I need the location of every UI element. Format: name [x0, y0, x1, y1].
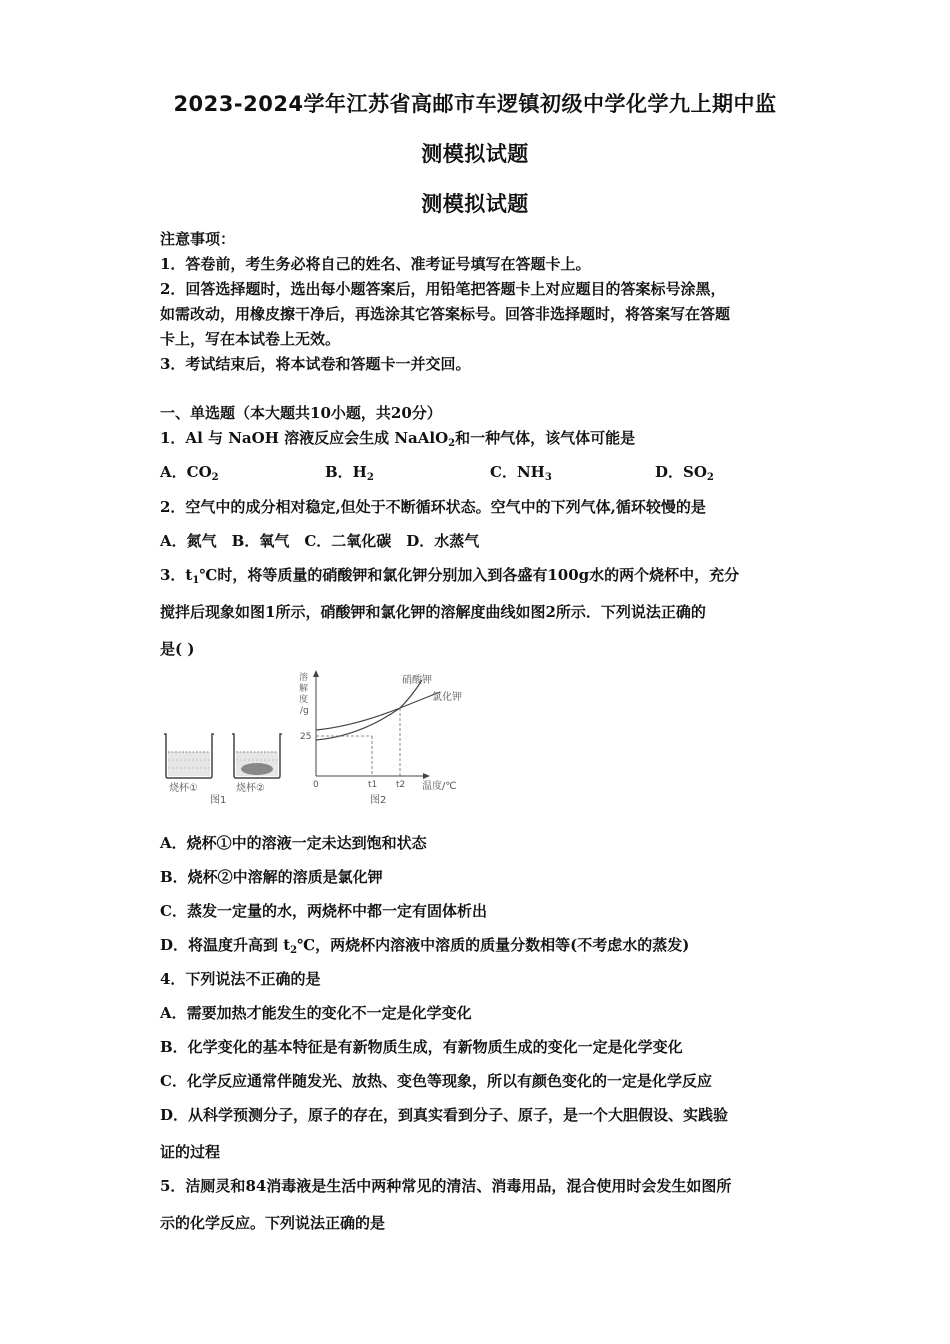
page-title-line2: 测模拟试题	[421, 142, 529, 166]
q3-option-c: C．蒸发一定量的水，两烧杯中都一定有固体析出	[160, 902, 487, 920]
notice-item-3: 3．考试结束后，将本试卷和答题卡一并交回。	[160, 355, 471, 373]
origin-label: 0	[313, 780, 319, 790]
q1-option-a: A．$CO_2$	[160, 463, 219, 483]
q1-stem-b: 和一种气体，该气体可能是	[455, 429, 636, 447]
page-title: 2023-2024学年江苏省高邮市车逻镇初级中学化学九上期中监	[173, 92, 777, 116]
notice-heading: 注意事项：	[160, 230, 236, 248]
q4-option-c: C．化学反应通常伴随发光、放热、变色等现象，所以有颜色变化的一定是化学反应	[160, 1072, 712, 1090]
q1-option-c: C．$NH_3$	[490, 463, 552, 483]
notice-item-1: 1．答卷前，考生务必将自己的姓名、准考证号填写在答题卡上。	[160, 255, 591, 273]
legend-kno3: 硝酸钾	[402, 675, 432, 686]
q4-option-d-a: D．从科学预测分子，原子的存在，到真实看到分子、原子，是一个大胆假设、实践验	[160, 1106, 729, 1124]
beaker-2-label: 烧杯②	[236, 783, 265, 794]
q2-stem: 2．空气中的成分相对稳定,但处于不断循环状态。空气中的下列气体,循环较慢的是	[160, 498, 706, 516]
fig2-caption: 图2	[370, 795, 387, 806]
legend-kcl: 氯化钾	[432, 692, 462, 703]
q3-option-b: B．烧杯②中溶解的溶质是氯化钾	[160, 868, 383, 886]
section-heading: 一、单选题（本大题共10小题，共20分）	[160, 404, 442, 422]
beaker-2	[232, 734, 282, 778]
page-subtitle: 测模拟试题	[421, 192, 529, 216]
y-label-4: /g	[300, 706, 309, 716]
y-tick-25: 25	[300, 732, 312, 742]
q5-stem-a: 5．洁厕灵和84消毒液是生活中两种常见的清洁、消毒用品，混合使用时会发生如图所	[160, 1177, 732, 1195]
q1-option-d: D．$SO_2$	[655, 463, 714, 483]
y-label-2: 解	[299, 684, 309, 694]
q4-option-b: B．化学变化的基本特征是有新物质生成，有新物质生成的变化一定是化学变化	[160, 1038, 683, 1056]
q5-stem-b: 示的化学反应。下列说法正确的是	[160, 1214, 386, 1232]
q3-figure	[160, 668, 480, 808]
notice-item-2c: 卡上，写在本试卷上无效。	[160, 330, 341, 348]
solubility-chart	[313, 670, 440, 779]
y-label-1: 溶	[299, 673, 309, 683]
q4-option-a: A．需要加热才能发生的变化不一定是化学变化	[160, 1004, 472, 1022]
q2-options: A．氮气 B．氧气 C．二氧化碳 D．水蒸气	[160, 532, 480, 550]
x-tick-t2: t2	[396, 780, 406, 790]
q1-stem	[160, 427, 635, 449]
y-label-3: 度	[299, 695, 309, 705]
q3-option-a: A．烧杯①中的溶液一定未达到饱和状态	[160, 834, 427, 852]
notice-item-2b: 如需改动，用橡皮擦干净后，再选涂其它答案标号。回答非选择题时，将答案写在答题	[160, 305, 731, 323]
notice-item-2a: 2．回答选择题时，选出每小题答案后，用铅笔把答题卡上对应题目的答案标号涂黑，	[160, 280, 726, 298]
beaker-1	[164, 734, 214, 778]
kcl-curve	[316, 692, 440, 730]
q4-stem: 4．下列说法不正确的是	[160, 970, 321, 988]
kno3-curve	[316, 680, 422, 740]
q1-stem-sub: 2	[448, 438, 456, 449]
fig1-caption: 图1	[210, 795, 227, 806]
q3-stem-a: 3．$t_1℃$时，将等质量的硝酸钾和氯化钾分别加入到各盛有100g水的两个烧杯中，充分	[160, 566, 740, 586]
q1-stem-a: 1．Al 与 NaOH 溶液反应会生成 NaAlO	[160, 429, 449, 447]
q3-option-d: D．将温度升高到 $t_2℃$，两烧杯内溶液中溶质的质量分数相等(不考虑水的蒸发)	[160, 936, 690, 956]
q3-stem-c: 是( )	[160, 640, 195, 658]
beaker-1-label: 烧杯①	[169, 783, 198, 794]
q3-stem-b: 搅拌后现象如图1所示，硝酸钾和氯化钾的溶解度曲线如图2所示．下列说法正确的	[160, 603, 706, 621]
x-axis-label: 温度/℃	[422, 781, 457, 792]
q4-option-d-b: 证的过程	[160, 1143, 221, 1161]
x-tick-t1: t1	[368, 780, 378, 790]
q1-option-b: B．$H_2$	[325, 463, 374, 483]
